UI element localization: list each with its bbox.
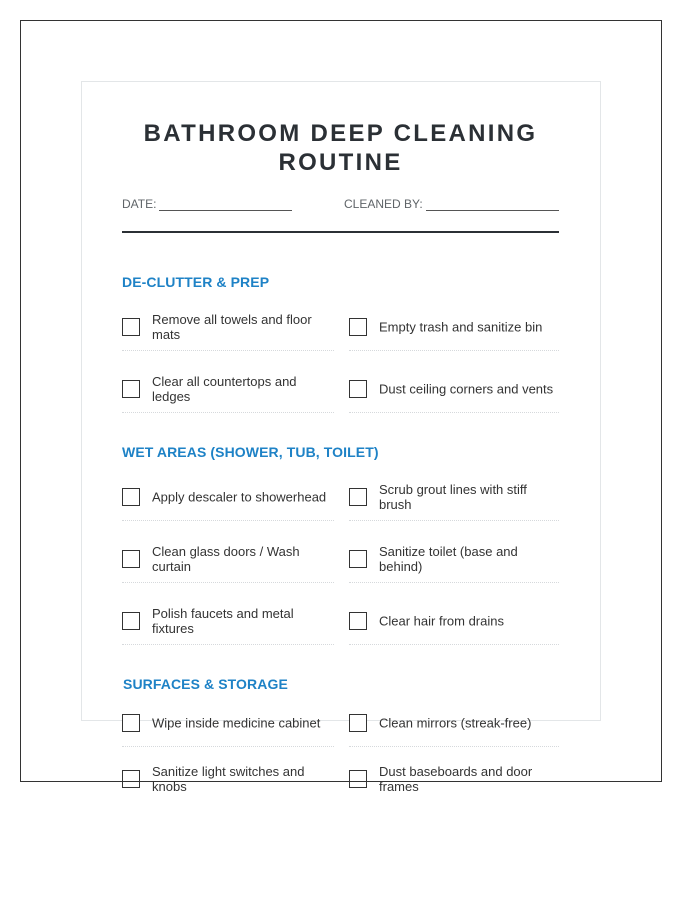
checkbox[interactable] — [349, 612, 367, 630]
item-label: Clear all countertops and ledges — [152, 374, 297, 404]
section-heading-wet-areas: WET AREAS (SHOWER, TUB, TOILET) — [122, 444, 379, 460]
checkbox[interactable] — [122, 770, 140, 788]
checklist-item[interactable] — [122, 598, 334, 645]
meta-row — [122, 197, 559, 213]
item-label: Sanitize toilet (base and behind) — [379, 544, 518, 574]
item-label: Scrub grout lines with stiff brush — [379, 482, 527, 512]
cleaned-by-blank-line[interactable] — [426, 198, 559, 211]
checkbox[interactable] — [122, 380, 140, 398]
checklist-item[interactable] — [122, 366, 334, 413]
checklist-item[interactable] — [349, 474, 559, 521]
section-heading-surfaces: SURFACES & STORAGE — [123, 676, 288, 692]
item-label: Empty trash and sanitize bin — [379, 319, 543, 335]
checklist-item[interactable] — [122, 756, 334, 802]
checkbox[interactable] — [122, 714, 140, 732]
checkbox[interactable] — [122, 488, 140, 506]
cleaned-by-field[interactable] — [344, 197, 559, 211]
checklist-item[interactable] — [349, 304, 559, 351]
item-label: Clean glass doors / Wash curtain — [152, 544, 300, 574]
date-label: DATE: — [122, 197, 157, 211]
checkbox[interactable] — [122, 550, 140, 568]
item-label: Clean mirrors (streak-free) — [379, 715, 532, 731]
item-label: Wipe inside medicine cabinet — [152, 715, 321, 731]
checkbox[interactable] — [349, 488, 367, 506]
checkbox[interactable] — [122, 612, 140, 630]
header-divider — [122, 231, 559, 233]
date-field[interactable] — [122, 197, 292, 211]
checkbox[interactable] — [349, 318, 367, 336]
checklist-item[interactable] — [349, 700, 559, 747]
checklist-item[interactable] — [349, 366, 559, 413]
checklist-item[interactable] — [122, 536, 334, 583]
checklist-item[interactable] — [122, 474, 334, 521]
section-heading-declutter: DE-CLUTTER & PREP — [122, 274, 270, 290]
item-label: Clear hair from drains — [379, 613, 504, 629]
checkbox[interactable] — [349, 550, 367, 568]
checklist-item[interactable] — [122, 304, 334, 351]
page-title: BATHROOM DEEP CLEANING ROUTINE — [143, 120, 538, 176]
item-label: Apply descaler to showerhead — [152, 489, 327, 505]
checklist-item[interactable] — [349, 598, 559, 645]
checkbox[interactable] — [349, 714, 367, 732]
item-label: Dust ceiling corners and vents — [379, 381, 554, 397]
checkbox[interactable] — [349, 770, 367, 788]
cleaned-by-label: CLEANED BY: — [344, 197, 423, 211]
checkbox[interactable] — [122, 318, 140, 336]
item-label: Polish faucets and metal fixtures — [152, 606, 294, 636]
item-label: Dust baseboards and door frames — [379, 764, 533, 794]
checkbox[interactable] — [349, 380, 367, 398]
date-blank-line[interactable] — [159, 198, 292, 211]
checklist-item[interactable] — [349, 756, 559, 802]
item-label: Remove all towels and floor mats — [152, 312, 312, 342]
checklist-item[interactable] — [349, 536, 559, 583]
checklist-item[interactable] — [122, 700, 334, 747]
item-label: Sanitize light switches and knobs — [152, 764, 305, 794]
